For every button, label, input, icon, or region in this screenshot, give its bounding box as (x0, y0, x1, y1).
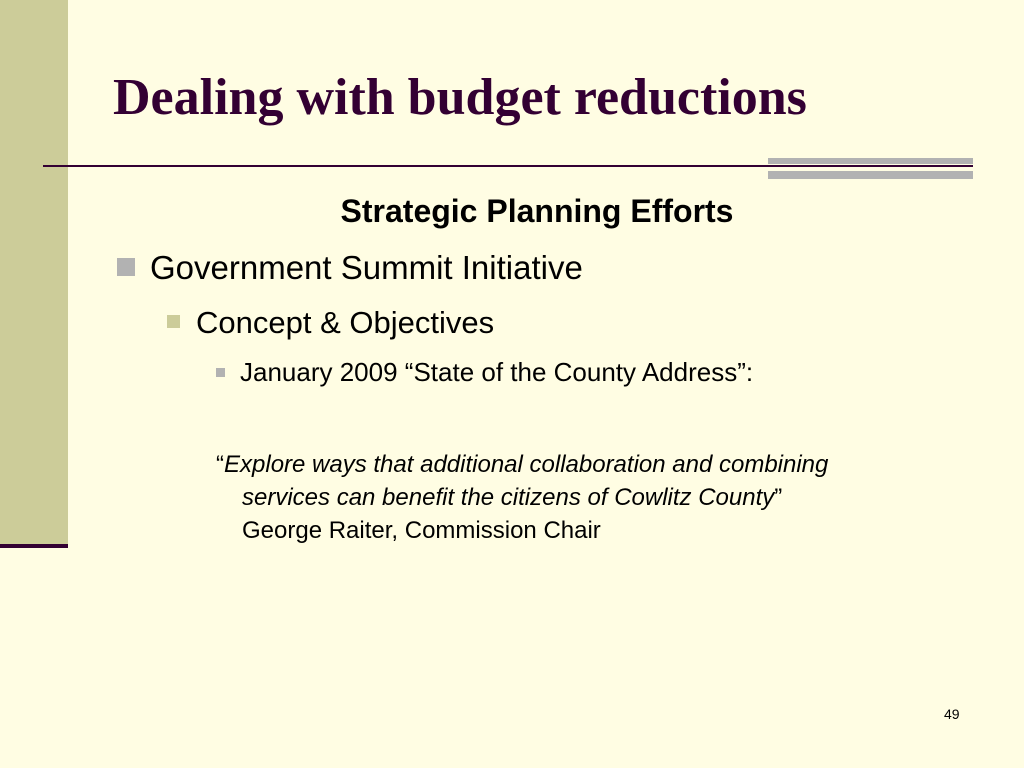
bullet-level-2 (167, 303, 494, 343)
quote-block (216, 448, 828, 547)
slide-title: Dealing with budget reductions (113, 69, 807, 126)
square-bullet-icon (117, 258, 135, 276)
bullet-level-3-text: January 2009 “State of the County Address”: (240, 357, 754, 387)
quote-attribution: George Raiter, Commission Chair (242, 517, 601, 544)
quote-close-mark: ” (774, 484, 783, 511)
quote-line-1 (216, 451, 828, 478)
accent-bar-bottom (768, 171, 973, 179)
quote-text-line-1: Explore ways that additional collaboration and combining (224, 451, 829, 478)
bullet-level-1 (117, 247, 583, 289)
quote-text-line-2: services can benefit the citizens of Cowlitz County (242, 484, 775, 511)
accent-bars (768, 158, 973, 180)
square-bullet-icon (216, 368, 225, 377)
section-subheading: Strategic Planning Efforts (340, 193, 734, 229)
accent-bar-top (768, 158, 973, 164)
bullet-level-1-text: Government Summit Initiative (150, 249, 583, 286)
left-sidebar-underline (0, 544, 68, 548)
bullet-level-3 (216, 355, 753, 389)
bullet-level-2-text: Concept & Objectives (196, 305, 495, 340)
page-number: 49 (944, 706, 960, 722)
square-bullet-icon (167, 315, 180, 328)
left-sidebar-bar (0, 0, 68, 545)
quote-line-2 (216, 481, 828, 514)
quote-open-mark: “ (216, 451, 224, 478)
